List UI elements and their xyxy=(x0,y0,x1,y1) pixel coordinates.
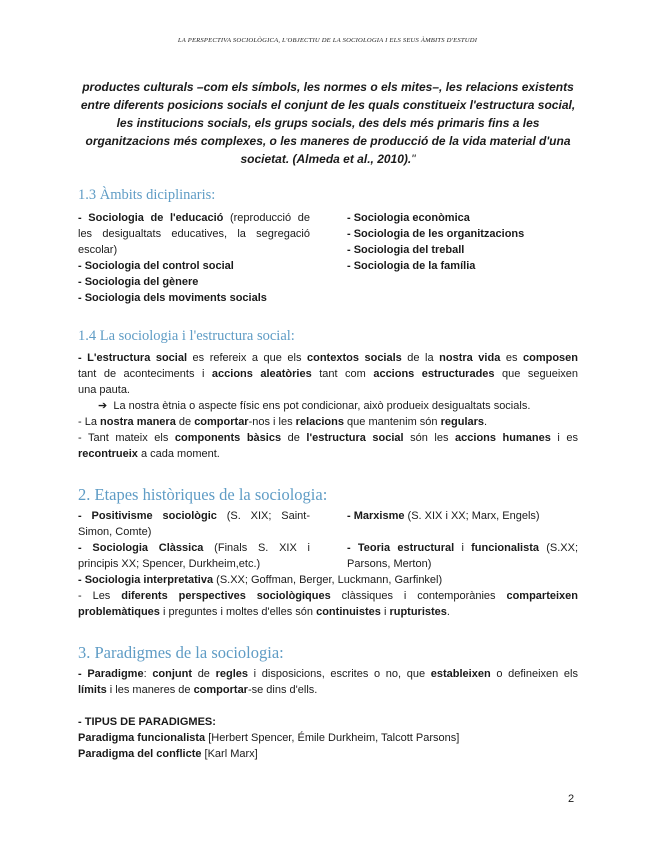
paragraph-line xyxy=(78,414,578,430)
bold-term: diferents perspectives sociològiques xyxy=(121,590,331,602)
paragraph-line xyxy=(78,666,578,682)
paradigms-block xyxy=(78,666,578,762)
bold-term: relacions xyxy=(295,416,344,428)
arrow-icon: ➔ xyxy=(98,400,108,412)
discipline-item: - Sociologia del treball xyxy=(347,244,465,256)
text-run: a cada moment. xyxy=(137,448,220,460)
text-run: tant com xyxy=(311,368,374,380)
text-run: de la xyxy=(401,352,440,364)
text-run: - Tant mateix els xyxy=(78,432,175,444)
stage-label: funcionalista xyxy=(471,542,539,554)
discipline-detail-line: escolar) xyxy=(78,244,118,256)
paragraph-line xyxy=(78,446,578,462)
text-run: : xyxy=(143,668,153,680)
stage-label: - Positivisme sociològic xyxy=(78,510,217,522)
text-run: i preguntes i moltes d'elles són xyxy=(159,606,317,618)
discipline-item: - Sociologia del control social xyxy=(78,260,234,272)
bold-term: rupturistes xyxy=(389,606,447,618)
quote-block xyxy=(78,78,578,168)
bold-term: continuistes xyxy=(316,606,381,618)
paragraph-line xyxy=(78,430,578,446)
paragraph-line xyxy=(78,350,578,366)
text-run: que segueixen xyxy=(494,368,579,380)
stage-label: - Marxisme xyxy=(347,510,405,522)
quote-line: les institucions socials, els grups socials, des dels més primaris fins a les xyxy=(116,116,540,130)
text-run: es xyxy=(500,352,523,364)
text-run: i les maneres de xyxy=(106,684,194,696)
quote-line: productes culturals –com els símbols, les normes o els mites–, les relacions existents xyxy=(82,80,574,94)
text-run: - Les xyxy=(78,590,122,602)
running-header: LA PERSPECTIVA SOCIOLÒGICA, L'OBJECTIU DE LA SOCIOLOGIA I ELS SEUS ÀMBITS D'ESTUDI xyxy=(177,37,478,44)
bold-term: accions humanes xyxy=(455,432,551,444)
paradigm-detail: [Herbert Spencer, Émile Durkheim, Talcott Parsons] xyxy=(205,732,460,744)
bold-term: components bàsics xyxy=(174,432,282,444)
section-heading-2: 2. Etapes històriques de la sociologia: xyxy=(78,485,328,504)
paragraph-line xyxy=(78,682,578,698)
paragraph-line xyxy=(78,366,578,382)
paradigm-detail: [Karl Marx] xyxy=(201,748,258,760)
discipline-item: - Sociologia de les organitzacions xyxy=(347,228,525,240)
discipline-item: - Sociologia del gènere xyxy=(78,276,199,288)
paragraph-line: una pauta. xyxy=(78,384,130,396)
stage-label: - Sociologia Clàssica xyxy=(78,542,204,554)
text-run: es refereix a que els xyxy=(187,352,307,364)
stage-detail-line: Simon, Comte) xyxy=(78,526,152,538)
bold-term: nostra manera xyxy=(100,416,176,428)
discipline-item: - Sociologia econòmica xyxy=(347,212,470,224)
paradigm-item xyxy=(78,730,578,746)
bold-term: problemàtiques xyxy=(78,606,160,618)
bold-term: composen xyxy=(522,352,578,364)
text-run: tant de aconteciments i xyxy=(78,368,212,380)
arrow-note xyxy=(78,398,578,414)
text-run: i disposicions, escrites o no, que xyxy=(248,668,431,680)
text-run: de xyxy=(281,432,307,444)
text-run: - La xyxy=(78,416,101,428)
discipline-label: - Sociologia de l'educació xyxy=(78,212,224,224)
bold-term: comportar xyxy=(194,416,249,428)
paradigm-label: Paradigma del conflicte xyxy=(78,748,202,760)
stage-detail-line: principis XX; Spencer, Durkheim,etc.) xyxy=(78,558,261,570)
bold-term: - Paradigme xyxy=(78,668,144,680)
discipline-item: - Sociologia dels moviments socials xyxy=(78,292,267,304)
stage-item xyxy=(347,540,578,556)
text-run: -se dins d'ells. xyxy=(247,684,318,696)
stage-item xyxy=(78,572,578,588)
text-run: són les xyxy=(403,432,456,444)
stage-label: - Sociologia interpretativa xyxy=(78,574,214,586)
text-run: -nos i les xyxy=(248,416,296,428)
discipline-detail-line: les desigualtats educatives, la segregació xyxy=(78,228,310,240)
text-run: i xyxy=(454,542,472,554)
stage-item xyxy=(78,540,310,556)
stage-label: - Teoria estructural xyxy=(347,542,455,554)
bold-term: contextos socials xyxy=(307,352,402,364)
paradigm-label: Paradigma funcionalista xyxy=(78,732,206,744)
disciplines-left-column xyxy=(78,210,310,306)
text-run: i xyxy=(380,606,390,618)
bold-term: conjunt xyxy=(152,668,193,680)
bold-term: l'estructura social xyxy=(306,432,404,444)
paradigm-item xyxy=(78,746,578,762)
disciplines-right-column xyxy=(347,210,577,274)
stages-bottom xyxy=(78,572,578,620)
paragraph-line xyxy=(78,588,578,604)
discipline-item xyxy=(78,210,310,226)
section-heading-3: 3. Paradigmes de la sociologia: xyxy=(78,643,284,662)
quote-line: organitzacions més complexes, o les maneres de producció de la vida material d'una xyxy=(85,134,571,148)
bold-term: recontrueix xyxy=(78,448,138,460)
spacer xyxy=(347,524,578,540)
bold-term: límits xyxy=(78,684,107,696)
bold-term: regles xyxy=(215,668,249,680)
bold-term: regulars xyxy=(440,416,485,428)
bold-term: accions estructurades xyxy=(373,368,495,380)
text-run: de xyxy=(175,416,195,428)
text-run: i es xyxy=(550,432,578,444)
stage-detail: (S. XIX; Saint- xyxy=(216,510,310,522)
discipline-detail: (reproducció de xyxy=(223,212,310,224)
arrow-note-text: La nostra ètnia o aspecte físic ens pot condicionar, això produeix desigualtats socials. xyxy=(113,400,531,412)
bold-term: estableixen xyxy=(430,668,491,680)
spacer xyxy=(78,698,578,714)
bold-term: nostra vida xyxy=(439,352,501,364)
bold-term: comportar xyxy=(193,684,248,696)
section-heading-1-4: 1.4 La sociologia i l'estructura social: xyxy=(78,328,295,344)
quote-citation: societat. (Almeda et al., 2010). xyxy=(240,152,412,166)
text-run: de xyxy=(192,668,216,680)
structure-paragraphs xyxy=(78,350,578,462)
stage-detail: (S.XX; xyxy=(538,542,579,554)
stage-item xyxy=(78,508,310,524)
closing-quote-mark: " xyxy=(411,152,416,166)
stage-detail: (Finals S. XIX i xyxy=(203,542,311,554)
text-run: o defineixen els xyxy=(490,668,578,680)
discipline-item: - Sociologia de la família xyxy=(347,260,476,272)
page-number: 2 xyxy=(568,793,575,805)
section-heading-1-3: 1.3 Àmbits diciplinaris: xyxy=(78,187,216,203)
paragraph-line xyxy=(78,604,578,620)
stage-detail: (S. XIX i XX; Marx, Engels) xyxy=(404,510,540,522)
stage-detail-line: Parsons, Merton) xyxy=(347,558,432,570)
quote-line: entre diferents posicions socials el conjunt de les quals constitueix l'estructura social, xyxy=(80,98,576,112)
paradigm-types-heading: - TIPUS DE PARADIGMES: xyxy=(78,716,216,728)
stages-right-column xyxy=(347,508,578,572)
bold-term: accions aleatòries xyxy=(211,368,312,380)
text-run: clàssiques i contemporànies xyxy=(330,590,507,602)
stage-item xyxy=(347,508,578,524)
quote-line-last xyxy=(78,150,578,168)
bold-term: - L'estructura social xyxy=(78,352,188,364)
text-run: . xyxy=(484,416,488,428)
stage-detail: (S.XX; Goffman, Berger, Luckmann, Garfinkel) xyxy=(213,574,443,586)
bold-term: comparteixen xyxy=(506,590,578,602)
text-run: . xyxy=(446,606,450,618)
stages-left-column xyxy=(78,508,310,572)
text-run: que mantenim són xyxy=(343,416,441,428)
